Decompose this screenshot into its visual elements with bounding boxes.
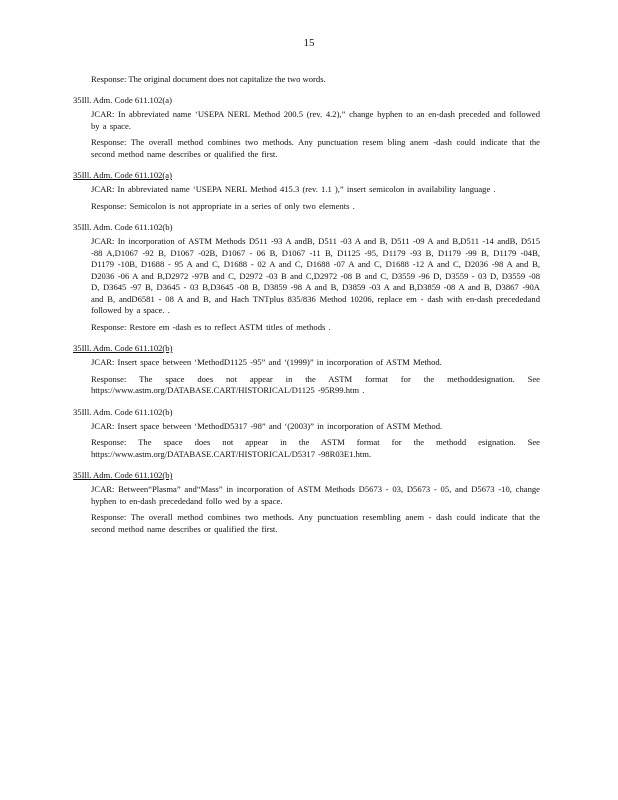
section-heading: 35Ill. Adm. Code 611.102(a) — [73, 170, 172, 180]
document-body — [73, 73, 543, 540]
response-text: Response: Restore em -dash es to reflect ASTM titles of methods . — [91, 321, 331, 332]
code-entry — [73, 402, 543, 461]
section-heading: 35Ill. Adm. Code 611.102(b) — [73, 406, 173, 417]
code-entry — [73, 465, 543, 535]
response-text: Response: The space does not appear in the ASTM format for the methoddesignation. See https://www.astm.org/DATABASE.CART/HISTORICAL/D1125 -95R99.htm . — [91, 373, 540, 395]
section-heading: 35Ill. Adm. Code 611.102(b) — [73, 222, 173, 232]
page-number: 15 — [303, 37, 315, 49]
jcar-comment: JCAR: Insert space between ‘MethodD1125 -95” and ‘(1999)” in incorporation of ASTM Method. — [91, 357, 442, 367]
opening-response: Response: The original document does not capitalize the two words. — [91, 74, 326, 84]
jcar-comment: JCAR: In abbreviated name ‘USEPA NERL Method 415.3 (rev. 1.1 ),” insert semicolon in availability language . — [91, 184, 496, 194]
response-text: Response: The overall method combines two methods. Any punctuation resembling anem - dash could indicate that the second method name describes or qualified the first. — [91, 512, 540, 534]
response-text: Response: The overall method combines two methods. Any punctuation resem bling anem -dash could indicate that the second method name describes or qualified the first. — [91, 137, 540, 159]
code-entry — [73, 90, 543, 160]
section-heading: 35Ill. Adm. Code 611.102(b) — [73, 470, 173, 480]
jcar-comment: JCAR: Insert space between ‘MethodD5317 -98” and ‘(2003)” in incorporation of ASTM Method. — [91, 420, 443, 431]
jcar-comment: JCAR: In incorporation of ASTM Methods D511 -93 A andB, D511 -03 A and B, D511 -09 A and B,D511 -14 andB, D515 -88 A,D1067 -92 B, D1067 -02B, D1067 - 06 B, D1067 -11 B, D1125 -95, D1179 -93 B, D1179 -99 B, D1179 -04B, D1179 -10B, D1688 - 95 A and C, D1688 - 02 A and C, D1688 -07 A and C, D1688 -12 A and C, D2036 -98 A and B, D2036 -06 A and B,D2972 -97B and C, D2972 -03 B and C,D2972 -08 B and C, D3559 -96 D, D3559 - 03 D, D3559 -08 D, D3645 -97 B, D3645 - 03 B,D3645 -08 B, D3859 -98 A and B, D3859 -03 A and B,D3859 -08 A and B, D3867 -90A and B, andD6581 - 08 A and B, and Hach TNTplus 835/836 Method 10206, replace em - dash with en-dash precededand followed by a space. . — [91, 236, 540, 315]
code-entry — [73, 217, 543, 333]
jcar-comment: JCAR: Between“Plasma” and“Mass” in incorporation of ASTM Methods D5673 - 03, D5673 - 05, and D5673 -10, change hyphen to en-dash precededand follo wed by a space. — [91, 484, 540, 506]
response-text: Response: The space does not appear in the ASTM format for the methodd esignation. See https://www.astm.org/DATABASE.CART/HISTORICAL/D5317 -98R03E1.htm. — [91, 437, 540, 459]
code-entry — [73, 338, 543, 397]
code-entry — [73, 165, 543, 212]
section-heading: 35Ill. Adm. Code 611.102(a) — [73, 95, 172, 105]
section-heading: 35Ill. Adm. Code 611.102(b) — [73, 343, 173, 353]
jcar-comment: JCAR: In abbreviated name ‘USEPA NERL Method 200.5 (rev. 4.2),” change hyphen to an en-dash preceded and followed by a space. — [91, 109, 540, 131]
response-text: Response: Semicolon is not appropriate in a series of only two elements . — [91, 200, 355, 211]
